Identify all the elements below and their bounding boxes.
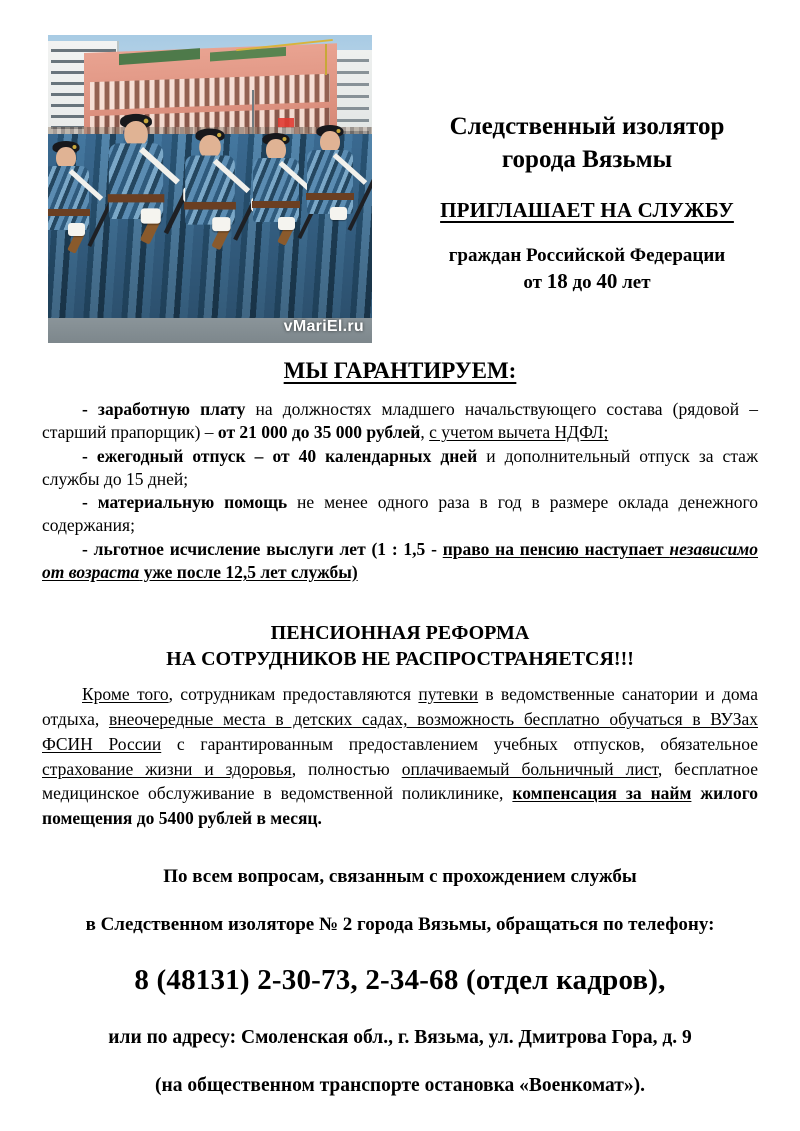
- extra-sick-leave: оплачиваемый больничный лист: [401, 758, 658, 779]
- age-mid: до: [567, 271, 597, 293]
- extra-lead-rest: , сотрудникам предоставляются: [168, 684, 419, 704]
- white-glove: [278, 217, 295, 230]
- extra-text-2: с гарантированным предоставлением учебных отпусков, обязательное: [161, 733, 759, 754]
- org-title-line2: города Вязьмы: [501, 146, 673, 173]
- contact-address: или по адресу: Смоленская обл., г. Вязьма, ул. Дмитрова Гора, д. 9: [108, 1027, 692, 1048]
- guarantee-item-vacation: [42, 445, 758, 492]
- white-glove: [141, 208, 161, 223]
- white-glove: [212, 217, 230, 231]
- soldier-belt: [306, 193, 354, 200]
- contact-transport: (на общественном транспорте остановка «Военкомат»).: [154, 1075, 646, 1096]
- salary-label: заработную плату: [97, 399, 246, 419]
- salary-comma: ,: [420, 422, 430, 443]
- guarantee-title: МЫ ГАРАНТИРУЕМ:: [283, 358, 517, 383]
- aid-label: материальную помощь: [97, 492, 288, 513]
- invitation-headline: ПРИГЛАШАЕТ НА СЛУЖБУ: [440, 198, 734, 222]
- age-range-line: [392, 269, 782, 294]
- photo-canvas: [48, 35, 372, 343]
- white-glove: [68, 223, 85, 236]
- extra-vouchers: путевки: [418, 684, 479, 704]
- seniority-dash: -: [82, 538, 94, 559]
- soldier-belt: [252, 201, 300, 208]
- soldier-belt: [48, 209, 90, 216]
- vacation-dash: -: [82, 445, 97, 466]
- white-glove: [330, 207, 347, 220]
- vacation-amount: от 40 календарных дней: [272, 445, 478, 466]
- organization-title: [392, 110, 782, 176]
- vacation-label: ежегодный отпуск: [96, 445, 246, 466]
- age-suffix: лет: [617, 271, 651, 293]
- photo-watermark: vMariEl.ru: [283, 318, 364, 335]
- extra-rent-compensation-label: компенсация за найм: [512, 783, 692, 804]
- extra-text-3: , полностью: [291, 758, 402, 779]
- extra-benefits-paragraph: [42, 682, 758, 831]
- salary-dash: -: [82, 399, 98, 419]
- contact-intro-line2: в Следственном изоляторе № 2 города Вязьмы, обращаться по телефону:: [85, 914, 715, 935]
- photo-crane-mast: [325, 44, 327, 75]
- extra-kindergarten-university: внеочередные места в детских садах, возможность бесплатно обучаться в ВУЗах ФСИН России: [42, 708, 758, 754]
- guarantee-item-salary: [42, 398, 758, 445]
- aid-dash: -: [82, 492, 98, 513]
- pension-reform-line1: ПЕНСИОННАЯ РЕФОРМА: [270, 622, 530, 644]
- pension-reform-notice: [0, 620, 800, 672]
- poster-header: [392, 110, 782, 294]
- extra-benefits-text: [42, 682, 758, 831]
- extra-text-4: , бесплатное медицинское обслуживание в ведомственной поликлинике,: [42, 758, 758, 804]
- vacation-text1: –: [245, 445, 273, 466]
- age-prefix: от: [523, 271, 547, 293]
- seniority-pension-right: право на пенсию наступает: [442, 538, 670, 559]
- org-title-line1: Следственный изолятор: [449, 113, 725, 140]
- seniority-label: льготное исчисление выслуги лет: [93, 538, 366, 559]
- guarantee-item-seniority: [42, 538, 758, 585]
- salary-note: с учетом вычета НДФЛ;: [429, 422, 609, 443]
- seniority-text: (1 : 1,5 -: [365, 538, 443, 559]
- seniority-age-independent: независимо от возраста: [42, 538, 759, 582]
- contacts-section: [0, 866, 800, 1097]
- salary-text: на должностях младшего начальствующего состава (рядовой – старший прапорщик) –: [42, 399, 759, 443]
- parade-photo: [48, 35, 372, 343]
- guarantee-item-aid: [42, 491, 758, 538]
- age-from: 18: [546, 268, 568, 293]
- soldier-body: [307, 150, 353, 214]
- salary-amount: от 21 000 до 35 000 рублей: [217, 422, 421, 443]
- contact-intro-line1: По всем вопросам, связанным с прохождением службы: [163, 866, 637, 887]
- aid-text: не менее одного раза в год в размере оклада денежного содержания;: [42, 492, 759, 536]
- soldier-belt: [184, 202, 236, 210]
- extra-text-1: в ведомственные санатории и дома отдыха,: [42, 684, 758, 729]
- citizens-line: граждан Российской Федерации: [448, 245, 726, 266]
- contact-phone[interactable]: 8 (48131) 2-30-73, 2-34-68 (отдел кадров),: [134, 964, 666, 996]
- guarantee-list: [42, 398, 758, 584]
- seniority-years: уже после 12,5 лет службы): [139, 561, 358, 582]
- soldier-belt: [108, 194, 165, 202]
- photo-roof-green-left: [119, 49, 200, 66]
- age-to: 40: [596, 268, 618, 293]
- soldier-body: [185, 156, 235, 225]
- extra-rent-compensation-amount: жилого помещения до 5400 рублей в месяц.: [42, 783, 758, 829]
- soldier-body: [253, 158, 299, 222]
- soldier-body: [48, 166, 89, 230]
- pension-reform-line2: НА СОТРУДНИКОВ НЕ РАСПРОСТРАНЯЕТСЯ!!!: [166, 648, 634, 670]
- extra-insurance: страхование жизни и здоровья: [42, 758, 292, 779]
- vacation-text2: и дополнительный отпуск за стаж службы до 15 дней;: [42, 445, 759, 489]
- extra-lead-underlined: Кроме того: [82, 684, 169, 704]
